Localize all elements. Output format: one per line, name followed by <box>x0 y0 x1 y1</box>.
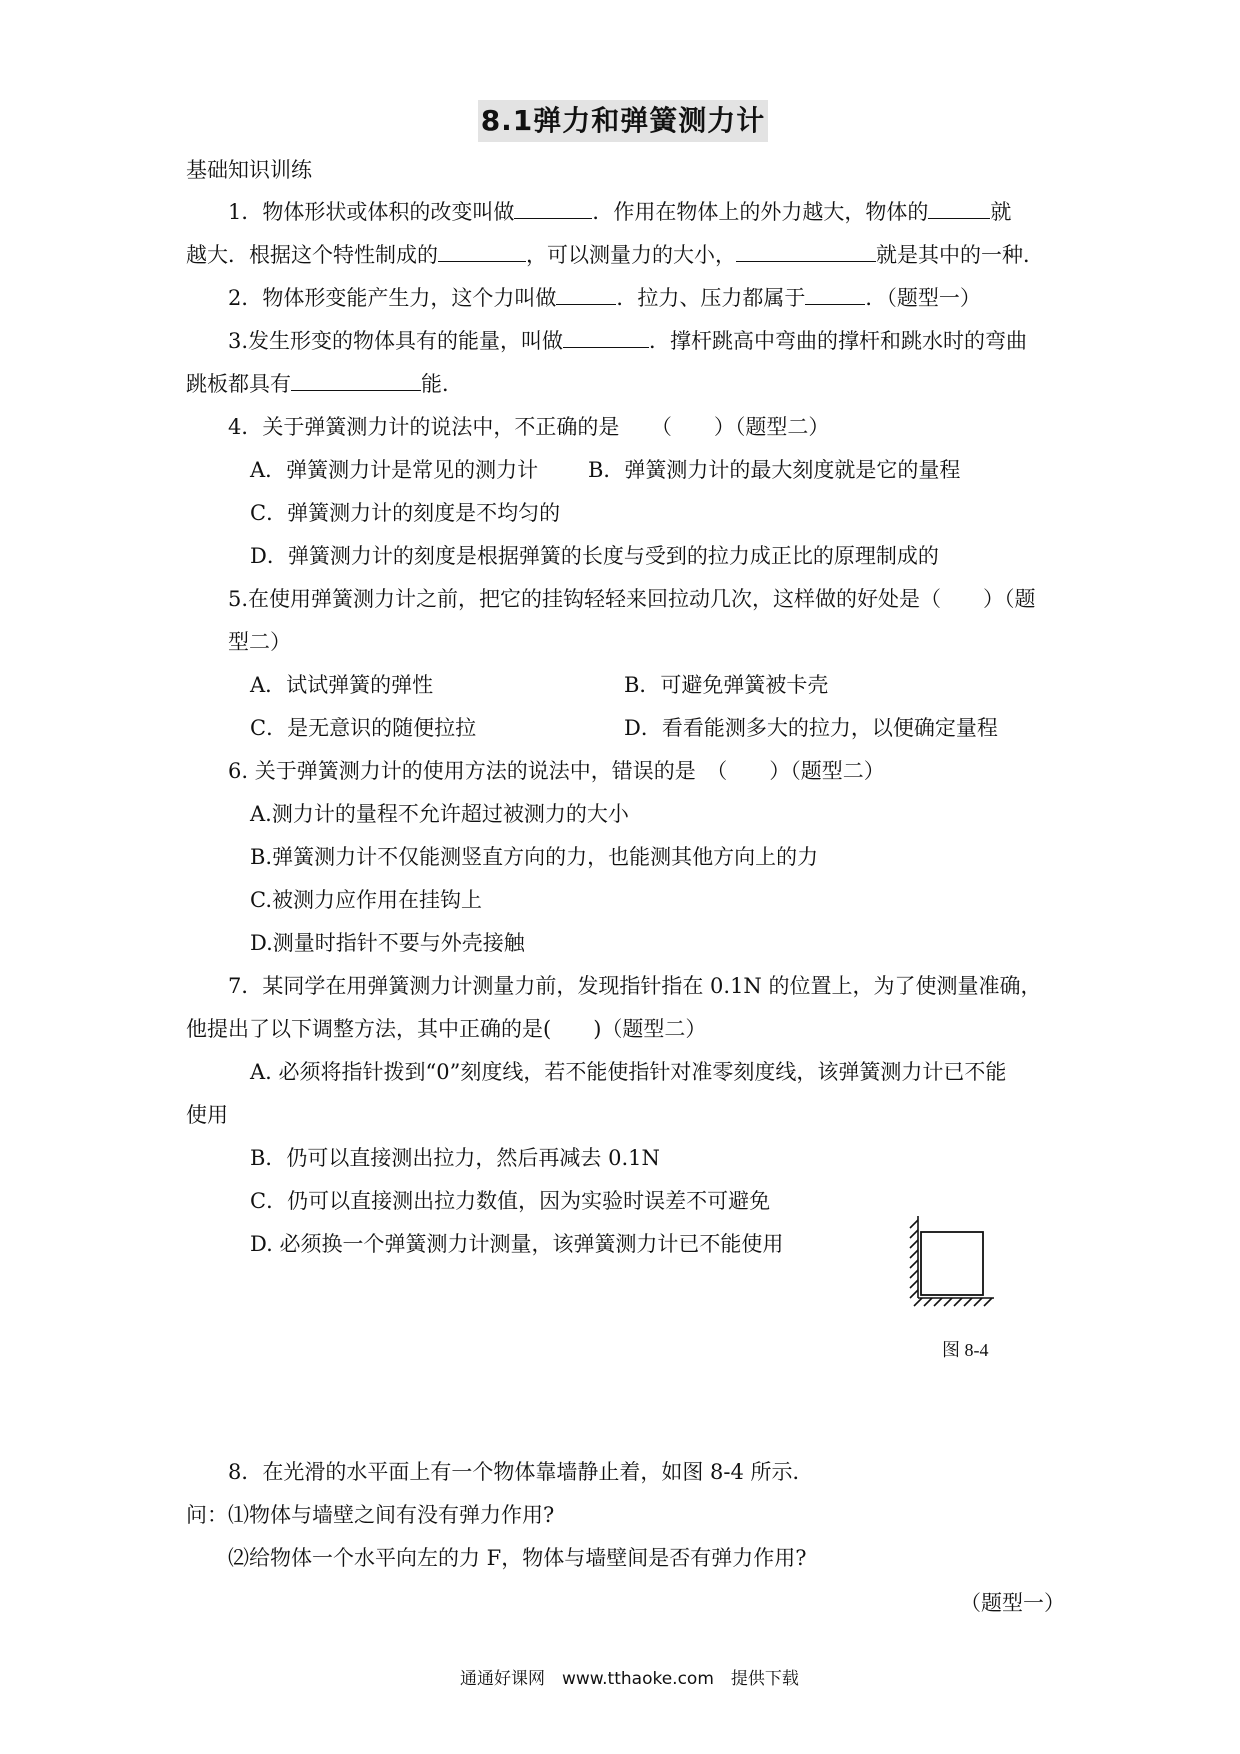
question-6-stem: 6. 关于弹簧测力计的使用方法的说法中，错误的是 （ ）（题型二） <box>228 759 885 783</box>
q5-option-b: B．可避免弹簧被卡壳 <box>624 673 829 697</box>
page-footer: 通通好课网 www.tthaoke.com 提供下载 <box>460 1669 799 1689</box>
question-5-stem-line-2: 型二） <box>228 630 291 654</box>
figure-caption: 图 8-4 <box>942 1340 989 1360</box>
q2-text-1: 2．物体形变能产生力，这个力叫做 <box>228 286 557 310</box>
q4-option-c: C．弹簧测力计的刻度是不均匀的 <box>250 501 561 525</box>
question-8-sub-2: ⑵给物体一个水平向左的力 F，物体与墙壁间是否有弹力作用? <box>228 1546 807 1570</box>
q2-blank-2 <box>805 284 865 305</box>
q3-blank-1 <box>563 327 649 348</box>
q1-blank-2 <box>928 198 990 219</box>
q1-text-4: 越大．根据这个特性制成的 <box>186 243 438 267</box>
q7-option-b: B．仍可以直接测出拉力，然后再减去 0.1N <box>250 1146 660 1170</box>
question-3-line-1 <box>228 325 1027 355</box>
q7-option-c: C．仍可以直接测出拉力数值，因为实验时误差不可避免 <box>250 1189 771 1213</box>
q7-option-a-line-2: 使用 <box>186 1103 228 1127</box>
question-7-stem-line-1: 7．某同学在用弹簧测力计测量力前，发现指针指在 0.1N 的位置上，为了使测量准确， <box>228 974 1042 998</box>
q6-option-a: A.测力计的量程不允许超过被测力的大小 <box>250 802 629 826</box>
q1-text-1: 1．物体形状或体积的改变叫做 <box>228 200 515 224</box>
q1-text-5: ，可以测量力的大小， <box>526 243 736 267</box>
question-8-type-tag: （题型一） <box>960 1591 1065 1615</box>
question-2 <box>228 282 981 312</box>
q1-blank-1 <box>514 198 592 219</box>
q1-text-2: ．作用在物体上的外力越大，物体的 <box>592 200 929 224</box>
q1-blank-3 <box>438 241 526 262</box>
wall-hatching <box>910 1220 918 1298</box>
q3-text-3: 跳板都具有 <box>186 372 291 396</box>
q7-option-d: D. 必须换一个弹簧测力计测量，该弹簧测力计已不能使用 <box>250 1232 784 1256</box>
q1-text-6: 就是其中的一种． <box>876 243 1044 267</box>
question-5-stem-line-1: 5.在使用弹簧测力计之前，把它的挂钩轻轻来回拉动几次，这样做的好处是（ ）（题 <box>228 587 1036 611</box>
q6-option-d: D.测量时指针不要与外壳接触 <box>250 931 525 955</box>
q6-option-b: B.弹簧测力计不仅能测竖直方向的力，也能测其他方向上的力 <box>250 845 819 869</box>
q5-option-a: A．试试弹簧的弹性 <box>250 673 434 697</box>
q4-option-b: B．弹簧测力计的最大刻度就是它的量程 <box>588 458 961 482</box>
q1-blank-4 <box>736 241 876 262</box>
figure-8-4-diagram <box>900 1212 1000 1312</box>
q3-text-2: ．撑杆跳高中弯曲的撑杆和跳水时的弯曲 <box>649 329 1028 353</box>
floor-hatching <box>914 1298 992 1306</box>
q3-text-4: 能． <box>421 372 463 396</box>
question-1-line-1 <box>228 196 1011 226</box>
question-8-sub-1: 问：⑴物体与墙壁之间有没有弹力作用? <box>186 1503 555 1527</box>
q2-text-3: ．（题型一） <box>865 286 981 310</box>
q7-option-a-line-1: A. 必须将指针拨到“0”刻度线，若不能使指针对准零刻度线，该弹簧测力计已不能 <box>250 1060 1007 1084</box>
question-3-line-2 <box>186 368 463 398</box>
question-4-stem: 4．关于弹簧测力计的说法中，不正确的是 （ ）（题型二） <box>228 415 830 439</box>
q3-text-1: 3.发生形变的物体具有的能量，叫做 <box>228 329 564 353</box>
q3-blank-2 <box>291 370 421 391</box>
q6-option-c: C.被测力应作用在挂钩上 <box>250 888 482 912</box>
block-box <box>921 1232 983 1295</box>
q2-blank-1 <box>556 284 616 305</box>
q1-text-3: 就 <box>990 200 1012 224</box>
question-1-line-2 <box>186 239 1044 269</box>
q5-option-d: D．看看能测多大的拉力，以便确定量程 <box>624 716 998 740</box>
question-8-stem: 8．在光滑的水平面上有一个物体靠墙静止着，如图 8-4 所示． <box>228 1460 814 1484</box>
section-heading: 基础知识训练 <box>186 158 312 182</box>
q4-option-d: D．弹簧测力计的刻度是根据弹簧的长度与受到的拉力成正比的原理制成的 <box>250 544 939 568</box>
q4-option-a: A．弹簧测力计是常见的测力计 <box>250 458 539 482</box>
q5-option-c: C．是无意识的随便拉拉 <box>250 716 477 740</box>
q2-text-2: ．拉力、压力都属于 <box>616 286 806 310</box>
question-7-stem-line-2: 他提出了以下调整方法，其中正确的是( )（题型二） <box>186 1017 707 1041</box>
page-title: 8.1弹力和弹簧测力计 <box>478 100 768 142</box>
